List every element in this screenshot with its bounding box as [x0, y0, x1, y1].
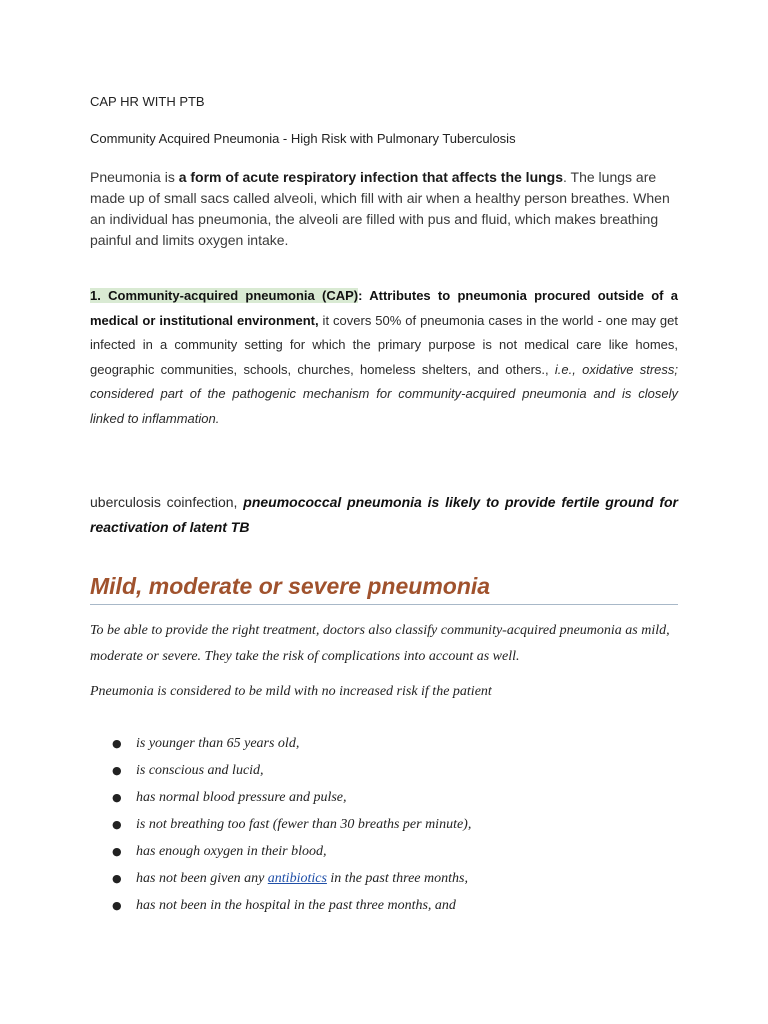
classification-paragraph: To be able to provide the right treatment, doctors also classify community-acquired pneumonia as mild, moderate or severe. They take the risk of complications into account as well. [90, 623, 670, 664]
cap-paragraph [90, 284, 678, 431]
list-item-text: is not breathing too fast (fewer than 30 breaths per minute), [136, 817, 472, 832]
list-item-text: has enough oxygen in their blood, [136, 844, 327, 859]
bullet-icon: ● [112, 872, 122, 885]
mild-intro-paragraph: Pneumonia is considered to be mild with no increased risk if the patient [90, 684, 492, 699]
list-item [90, 814, 678, 841]
list-item-text-after: in the past three months, [326, 871, 468, 886]
intro-rest: . The lungs are made up of small sacs called alveoli, which fill with air when a healthy person breathes. When an individual has pneumonia, the alveoli are filled with pus and fluid, which makes breathing painful and limits oxygen intake. [90, 169, 670, 248]
intro-paragraph [90, 167, 678, 251]
bullet-icon: ● [112, 737, 122, 750]
cap-highlight: 1. Community-acquired pneumonia (CAP) [90, 288, 359, 303]
cap-italic: i.e., oxidative stress; considered part of the pathogenic mechanism for community-acquired pneumonia and is closely linked to inflammation. [90, 361, 678, 426]
document-subtitle: Community Acquired Pneumonia - High Risk with Pulmonary Tuberculosis [90, 131, 516, 146]
list-item [90, 787, 678, 814]
intro-lead: Pneumonia is [90, 169, 179, 185]
document-title: CAP HR WITH PTB [90, 94, 205, 109]
antibiotics-link[interactable]: antibiotics [267, 871, 327, 886]
tb-paragraph [90, 490, 678, 540]
list-item-text: has not been in the hospital in the past three months, and [136, 898, 456, 913]
list-item [90, 868, 678, 895]
bullet-icon: ● [112, 899, 122, 912]
list-item-text: is younger than 65 years old, [136, 736, 300, 751]
intro-bold: a form of acute respiratory infection that affects the lungs [178, 169, 564, 185]
list-item [90, 760, 678, 787]
heading-divider [90, 604, 678, 605]
list-item [90, 841, 678, 868]
section-heading: Mild, moderate or severe pneumonia [90, 573, 491, 599]
cap-bold: : Attributes to pneumonia procured outside of a medical or institutional environment, [90, 288, 678, 328]
bullet-icon: ● [112, 764, 122, 777]
bullet-icon: ● [112, 845, 122, 858]
list-item-text: is conscious and lucid, [136, 763, 264, 778]
mild-criteria-list [90, 733, 678, 922]
list-item-text-before: has not been given any [136, 871, 268, 886]
list-item [90, 895, 678, 922]
bullet-icon: ● [112, 791, 122, 804]
list-item [90, 733, 678, 760]
tb-bold: pneumococcal pneumonia is likely to provide fertile ground for reactivation of latent TB [90, 494, 678, 535]
tb-lead: uberculosis coinfection, [90, 494, 244, 510]
bullet-icon: ● [112, 818, 122, 831]
list-item-text: has normal blood pressure and pulse, [136, 790, 347, 805]
cap-text: it covers 50% of pneumonia cases in the world - one may get infected in a community setting for which the primary purpose is not medical care like homes, geographic communities, schools, churches, homeless shelters, and others., [90, 312, 678, 377]
